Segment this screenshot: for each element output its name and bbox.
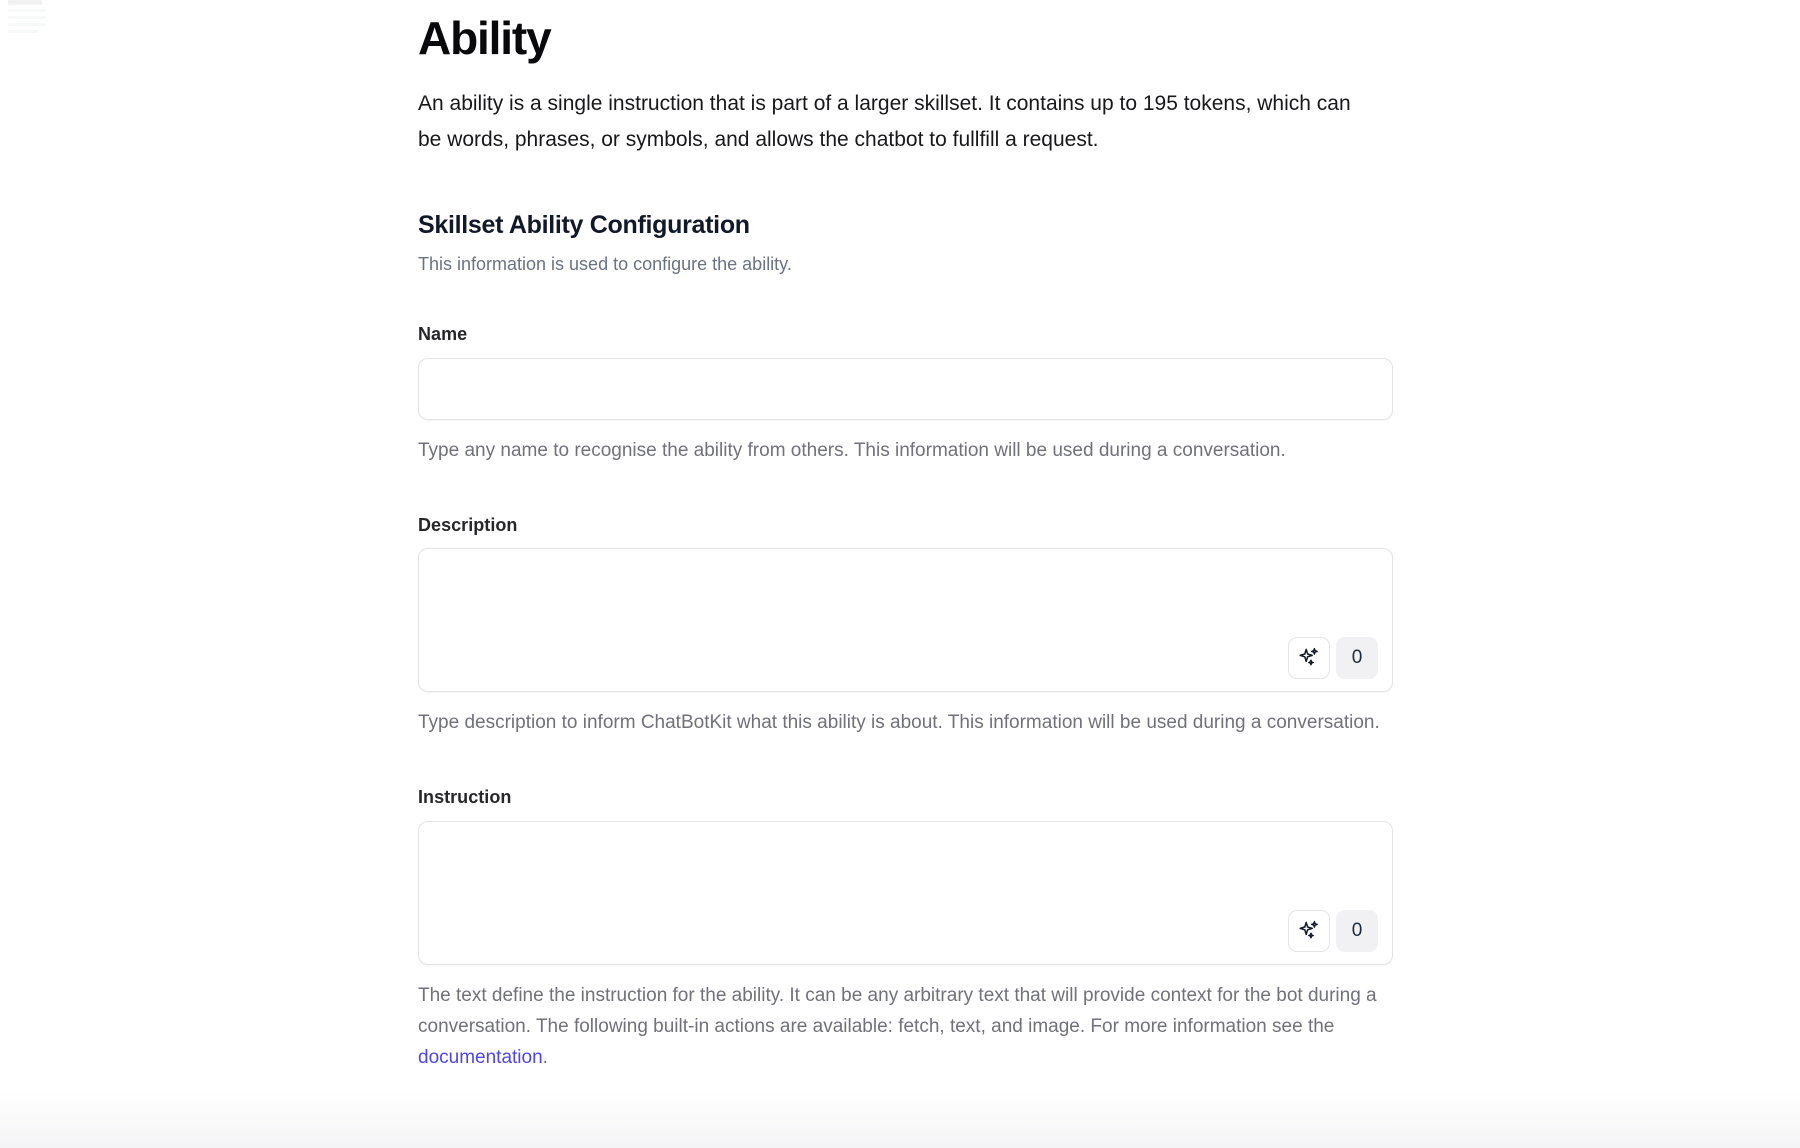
- description-textarea[interactable]: [419, 549, 1392, 691]
- sparkles-icon: [1297, 919, 1321, 943]
- field-name: [418, 324, 1393, 466]
- sparkles-icon: [1297, 646, 1321, 670]
- instruction-help-text: [418, 980, 1393, 1073]
- documentation-link[interactable]: documentation: [418, 1046, 543, 1068]
- description-label: Description: [418, 514, 518, 535]
- sidebar-placeholder-line: [8, 9, 46, 12]
- skillset-ability-configuration-section: [418, 210, 1393, 278]
- name-input[interactable]: [419, 359, 1392, 419]
- field-description: [418, 515, 1393, 739]
- instruction-help-part1: The text define the instruction for the ability. It can be any arbitrary text that will provide context for the bot during a conversation. The following built-in actions are available: fetch, text, and image. For more information see the: [418, 984, 1377, 1037]
- section-description: This information is used to configure the ability.: [418, 253, 792, 274]
- sidebar-placeholder-line: [8, 16, 46, 19]
- name-label: Name: [418, 323, 468, 344]
- bottom-scroll-fade: [0, 1090, 1800, 1148]
- instruction-textarea[interactable]: [419, 822, 1392, 964]
- description-textarea-wrapper[interactable]: [418, 548, 1393, 692]
- instruction-textarea-tools: [1288, 910, 1378, 952]
- page-title: Ability: [418, 12, 551, 64]
- description-character-count: 0: [1336, 637, 1378, 679]
- instruction-ai-generate-button[interactable]: [1288, 910, 1330, 952]
- name-input-wrapper[interactable]: [418, 358, 1393, 420]
- instruction-label: Instruction: [418, 787, 512, 808]
- sidebar-placeholder-line: [8, 30, 38, 33]
- description-help-text: Type description to inform ChatBotKit what this ability is about. This information will be used during a conversation.: [418, 712, 1380, 734]
- description-ai-generate-button[interactable]: [1288, 637, 1330, 679]
- collapsed-sidebar-artifact: [8, 0, 50, 38]
- field-instruction: [418, 787, 1393, 1073]
- instruction-character-count: 0: [1336, 910, 1378, 952]
- sidebar-placeholder-line: [8, 23, 46, 26]
- description-textarea-tools: [1288, 637, 1378, 679]
- section-title: Skillset Ability Configuration: [418, 210, 750, 239]
- name-help-text: Type any name to recognise the ability from others. This information will be used during a conversation.: [418, 439, 1286, 461]
- instruction-textarea-wrapper[interactable]: [418, 821, 1393, 965]
- instruction-help-part2: .: [542, 1046, 548, 1068]
- main-content: [418, 0, 1393, 1073]
- page-intro-text: An ability is a single instruction that is part of a larger skillset. It contains up to 195 tokens, which can be words, phrases, or symbols, and allows the chatbot to fullfill a request.: [418, 91, 1351, 151]
- sidebar-placeholder-line: [8, 0, 42, 5]
